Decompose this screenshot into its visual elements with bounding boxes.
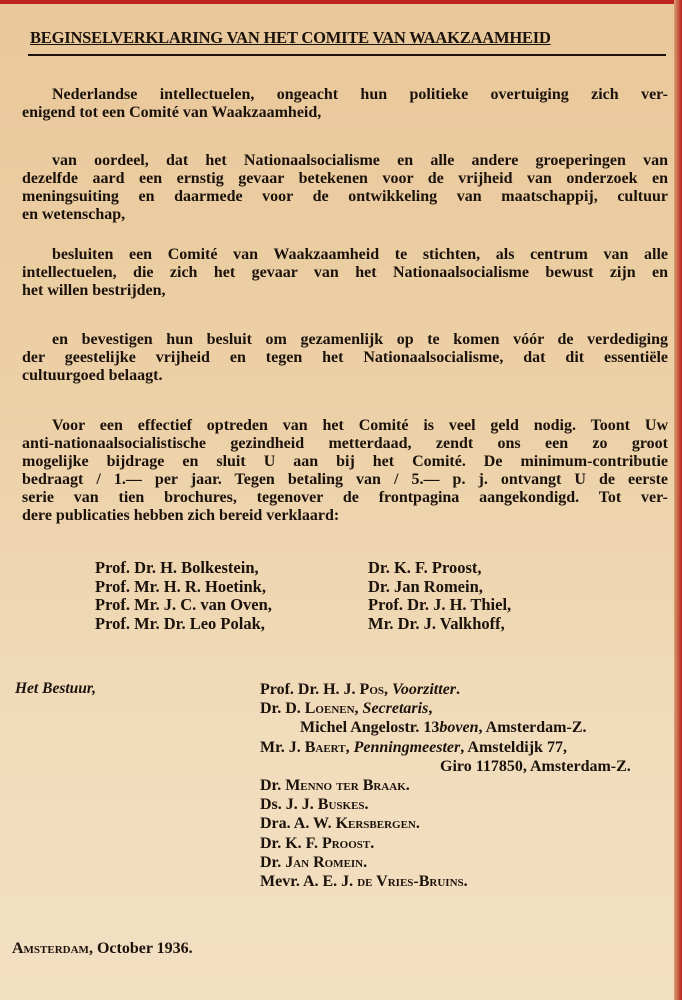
- board-rest: .: [463, 873, 468, 891]
- contributor-name: Prof. Dr. J. H. Thiel,: [368, 595, 512, 614]
- contributor-name: Prof. Dr. H. Bolkestein,: [95, 558, 259, 577]
- board-name: Menno ter Braak: [285, 777, 406, 795]
- paragraph-line: intellectuelen, die zich het gevaar van het Nationaalsocialisme bewust zijn en: [22, 264, 668, 281]
- paragraph-line: der geestelijke vrijheid en tegen het Nationaalsocialisme, dat dit essentiële: [22, 349, 668, 366]
- paragraph: [22, 152, 668, 224]
- contributors-left: [95, 559, 272, 633]
- photo-edge-right: [674, 0, 682, 1000]
- paragraph-line: het willen bestrijden,: [22, 282, 166, 299]
- board-member: [260, 814, 631, 833]
- contributors-right: [368, 559, 511, 633]
- board-member: [260, 680, 631, 699]
- paragraph-line: Nederlandse intellectuelen, ongeacht hun politieke overtuiging zich ver-: [52, 86, 668, 103]
- board-name: Jan Romein: [285, 853, 364, 871]
- contributor-name: Dr. Jan Romein,: [368, 576, 483, 596]
- board-prefix: Giro 117850, Amsterdam-Z.: [440, 757, 631, 775]
- board-prefix: Mr. J.: [260, 738, 305, 756]
- board-rest: .: [415, 815, 420, 833]
- title-rule: [28, 54, 666, 56]
- paragraph-line: cultuurgoed belaagt.: [22, 367, 163, 384]
- paragraph-line: mogelijke bijdrage en sluit U aan bij het Comité. De minimum-contributie: [22, 453, 668, 470]
- board-member: [260, 718, 631, 737]
- board-member: [260, 872, 631, 891]
- paragraph-line: anti-nationaalsocialistische gezindheid metterdaad, zendt ons een zo groot: [22, 435, 668, 452]
- board-role: Voorzitter: [392, 681, 457, 698]
- board-prefix: Dr.: [260, 777, 286, 795]
- board-member: [260, 776, 631, 795]
- board-member: [260, 795, 631, 814]
- board-role: Penningmeester: [353, 738, 461, 756]
- place: Amsterdam: [12, 940, 89, 957]
- paragraph: [22, 331, 668, 385]
- board-prefix: Prof. Dr. H. J.: [260, 681, 360, 698]
- board-prefix: Dra. A. W.: [260, 815, 336, 833]
- paragraph: [22, 246, 668, 300]
- contributor-name: Dr. K. F. Proost,: [368, 558, 482, 577]
- board-sep: ,: [345, 738, 354, 756]
- board-prefix: Michel Angelostr. 13: [300, 719, 440, 737]
- board-role: boven: [439, 719, 479, 737]
- board-member: [260, 738, 631, 757]
- board-member: [260, 853, 631, 872]
- paragraph: [22, 417, 668, 525]
- board-member: [260, 834, 631, 853]
- date: , October 1936.: [88, 940, 193, 957]
- paragraph-line: meningsuiting en daarmede voor de ontwikkeling van maatschappij, cultuur: [22, 188, 668, 205]
- board-name: Buskes: [317, 796, 365, 814]
- board-rest: ,: [428, 700, 433, 718]
- board-rest: .: [370, 834, 375, 852]
- paragraph-line: en bevestigen hun besluit om gezamenlijk op te komen vóór de verdediging: [52, 331, 668, 348]
- board-name: Baert: [304, 738, 346, 756]
- board-rest: .: [364, 796, 369, 814]
- board-sep: ,: [354, 700, 363, 718]
- board-rest: .: [456, 681, 461, 698]
- board-rest: .: [363, 853, 368, 871]
- board-name: Pos: [359, 681, 384, 698]
- paragraph-line: bedraagt / 1.— per jaar. Tegen betaling van / 5.— p. j. ontvangt U de eerste: [22, 471, 668, 488]
- board-prefix: Dr.: [260, 853, 286, 871]
- contributor-name: Mr. Dr. J. Valkhoff,: [368, 613, 505, 633]
- board-member: [260, 699, 631, 718]
- paragraph-line: enigend tot een Comité van Waakzaamheid,: [22, 104, 322, 121]
- photo-edge-top: [0, 0, 682, 4]
- board-label: Het Bestuur,: [15, 680, 96, 697]
- board-rest: , Amsteldijk 77,: [460, 738, 567, 756]
- board-prefix: Dr. D.: [260, 700, 305, 718]
- paragraph-line: van oordeel, dat het Nationaalsocialisme en alle andere groeperingen van: [52, 152, 668, 169]
- board-prefix: Mevr. A. E. J.: [260, 873, 358, 891]
- paragraph-line: serie van tien brochures, tegenover de frontpagina aangekondigd. Tot ver-: [22, 489, 668, 506]
- board-name: Loenen: [304, 700, 355, 718]
- board-name: de Vries-Bruins: [357, 873, 464, 891]
- place-date: [12, 940, 193, 958]
- board-name: Proost: [321, 834, 371, 852]
- board-rest: , Amsterdam-Z.: [478, 719, 587, 737]
- board-member: [260, 757, 631, 776]
- document-title: BEGINSELVERKLARING VAN HET COMITE VAN WAAKZAAMHEID: [30, 28, 551, 47]
- paragraph-line: dezelfde aard een ernstig gevaar betekenen voor de vrijheid van onderzoek en: [22, 170, 668, 187]
- board-sep: ,: [384, 681, 392, 698]
- contributor-name: Prof. Mr. H. R. Hoetink,: [95, 576, 266, 596]
- board-name: Kersbergen: [335, 815, 416, 833]
- paragraph-line: besluiten een Comité van Waakzaamheid te stichten, als centrum van alle: [52, 246, 668, 263]
- paragraph-line: en wetenschap,: [22, 206, 126, 223]
- contributor-name: Prof. Mr. Dr. Leo Polak,: [95, 613, 265, 633]
- contributor-name: Prof. Mr. J. C. van Oven,: [95, 595, 272, 614]
- paragraph-line: dere publicaties hebben zich bereid verklaard:: [22, 507, 340, 524]
- paragraph-line: Voor een effectief optreden van het Comité is veel geld nodig. Toont Uw: [52, 417, 668, 434]
- board-prefix: Ds. J. J.: [260, 796, 318, 814]
- paragraph: [22, 86, 668, 122]
- board-role: Secretaris: [362, 700, 429, 718]
- board-rest: .: [405, 777, 410, 795]
- board-prefix: Dr. K. F.: [260, 834, 322, 852]
- board-list: [260, 680, 631, 891]
